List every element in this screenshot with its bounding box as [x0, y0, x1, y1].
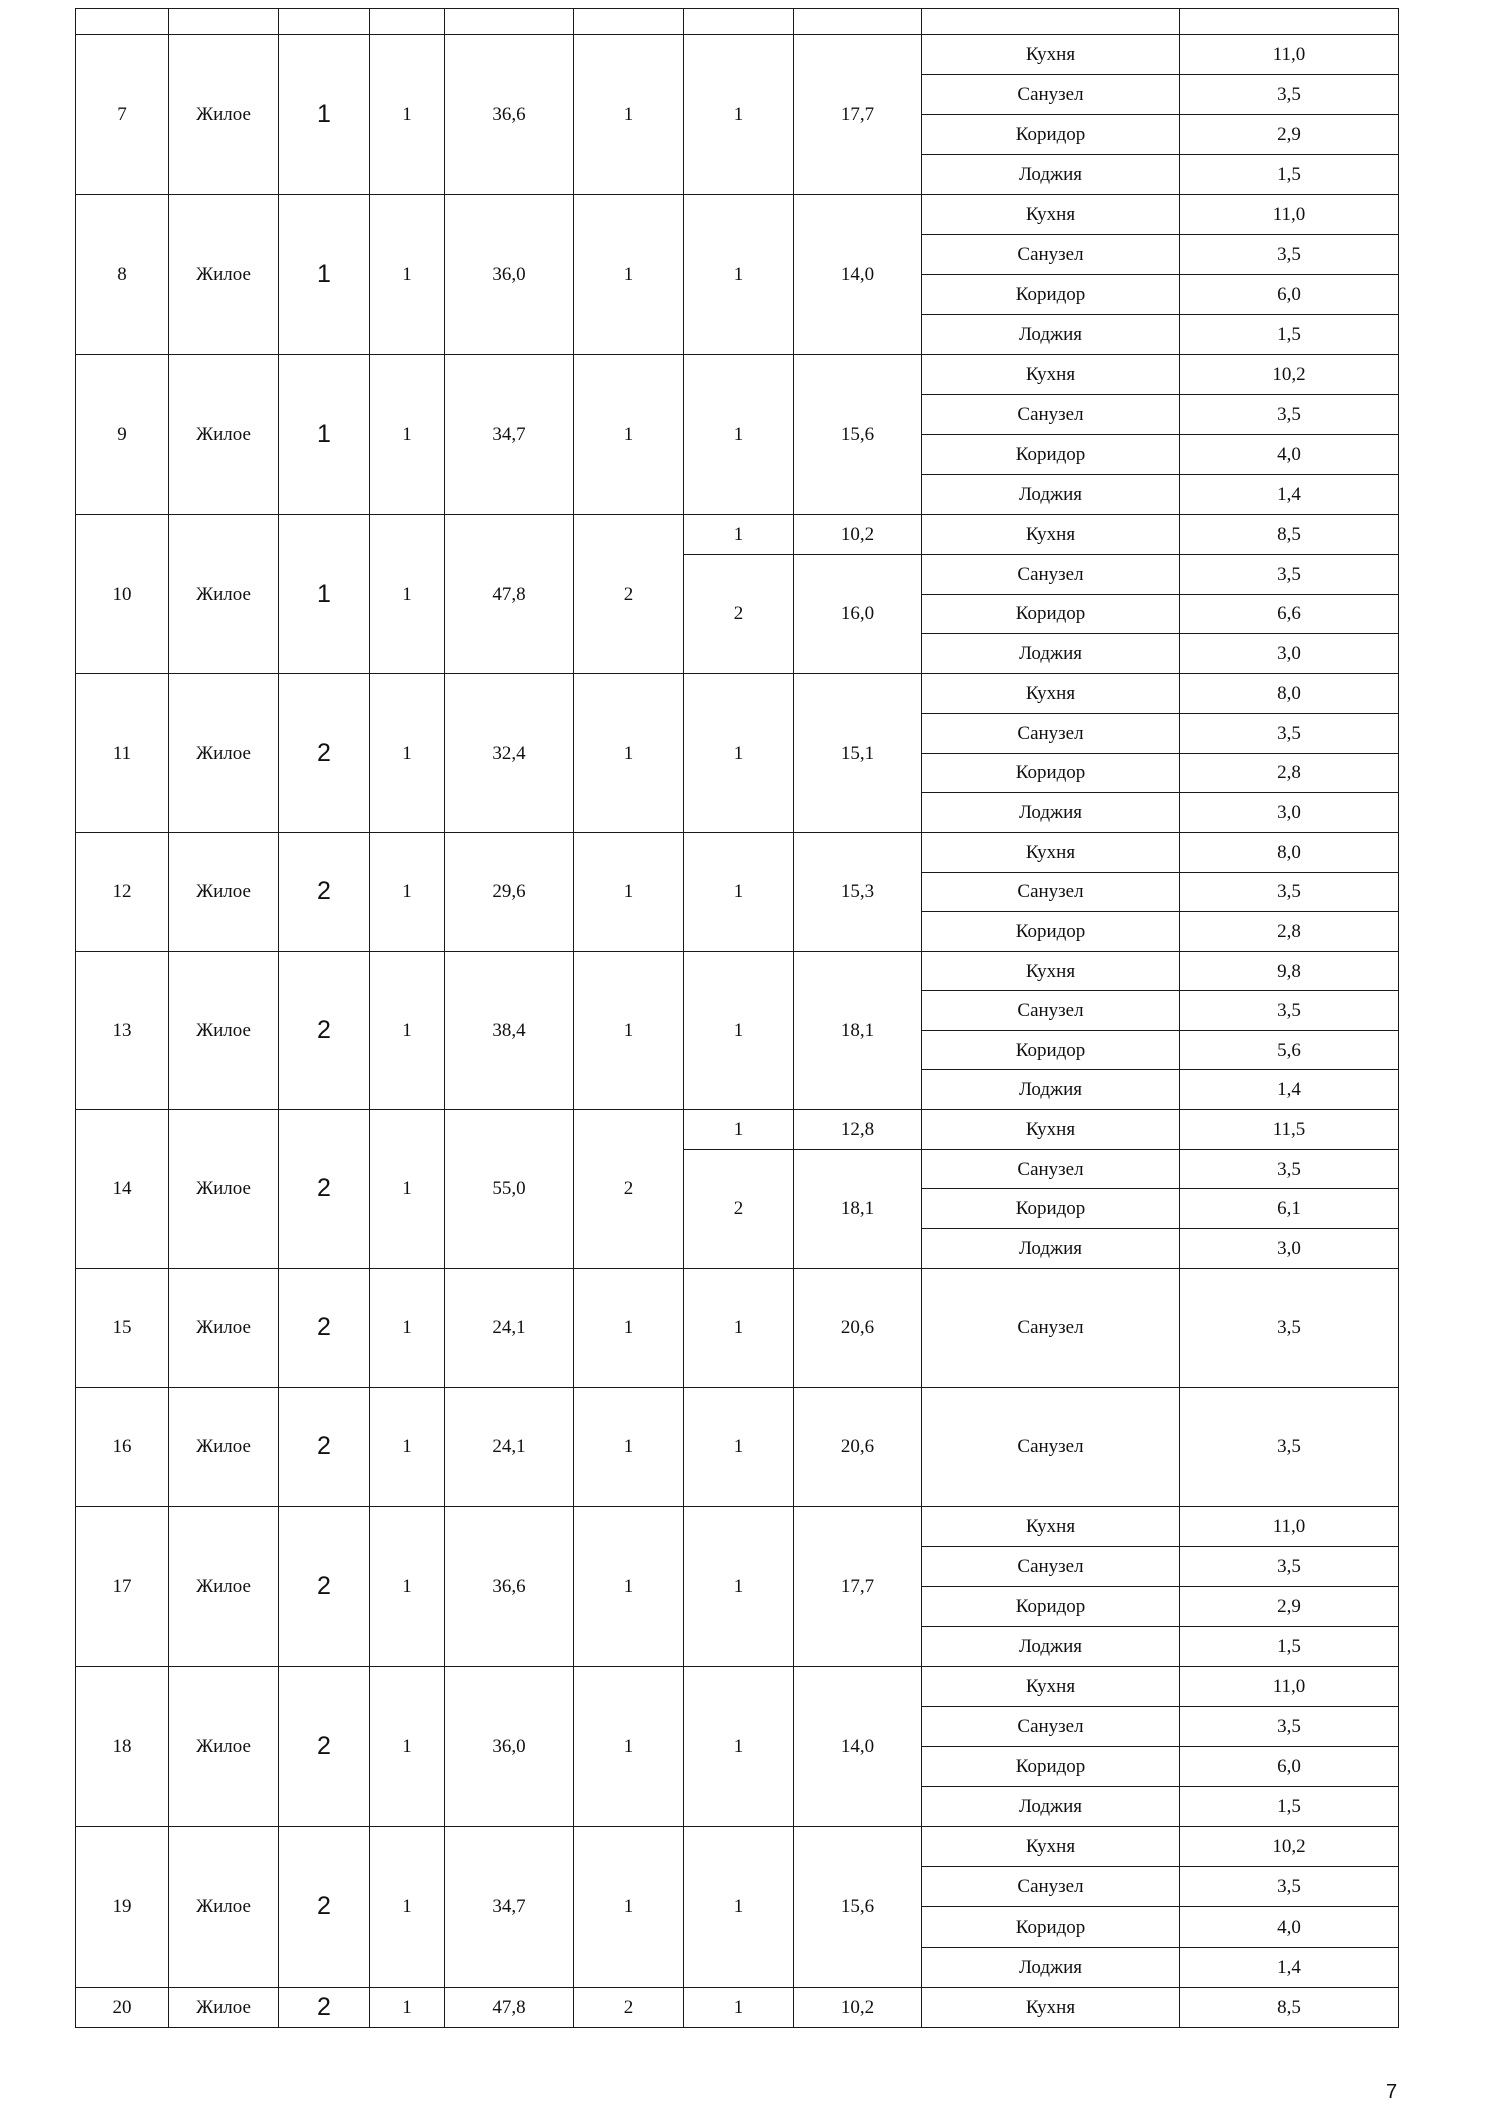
- room-number: 1: [684, 1826, 794, 1987]
- aux-room-area: 3,0: [1180, 1229, 1399, 1269]
- floor-number: 1: [279, 35, 370, 195]
- room-number: 1: [684, 195, 794, 355]
- rooms-count: 1: [574, 674, 684, 833]
- page-number: 7: [1386, 2081, 1398, 2103]
- room-area: 15,6: [794, 355, 922, 515]
- apartment-number: 16: [76, 1387, 169, 1506]
- aux-room-area: 10,2: [1180, 1826, 1399, 1866]
- aux-room-area: 4,0: [1180, 435, 1399, 475]
- room-area: 15,3: [794, 833, 922, 952]
- aux-room-name: Лоджия: [922, 793, 1180, 833]
- total-area: 38,4: [445, 951, 574, 1109]
- aux-room-name: Кухня: [922, 951, 1180, 991]
- aux-room-name: Коридор: [922, 1030, 1180, 1070]
- room-area: 17,7: [794, 35, 922, 195]
- column-4-value: 1: [370, 355, 445, 515]
- aux-room-name: Санузел: [922, 872, 1180, 912]
- aux-room-name: Кухня: [922, 833, 1180, 873]
- table-row: [76, 1506, 1399, 1546]
- total-area: 32,4: [445, 674, 574, 833]
- aux-room-name: Лоджия: [922, 1626, 1180, 1666]
- aux-room-name: Кухня: [922, 1987, 1180, 2027]
- total-area: 29,6: [445, 833, 574, 952]
- aux-room-name: Лоджия: [922, 315, 1180, 355]
- aux-room-name: Санузел: [922, 1706, 1180, 1746]
- aux-room-name: Коридор: [922, 275, 1180, 315]
- apartment-number: 13: [76, 951, 169, 1109]
- aux-room-area: 11,0: [1180, 1506, 1399, 1546]
- aux-room-area: 8,0: [1180, 833, 1399, 873]
- aux-room-area: 3,5: [1180, 235, 1399, 275]
- aux-room-name: Кухня: [922, 1666, 1180, 1706]
- apartment-type: Жилое: [169, 1987, 279, 2027]
- aux-room-area: 3,5: [1180, 1706, 1399, 1746]
- aux-room-name: Санузел: [922, 713, 1180, 753]
- room-area: 20,6: [794, 1387, 922, 1506]
- floor-number: 1: [279, 195, 370, 355]
- aux-room-name: Коридор: [922, 912, 1180, 952]
- aux-room-name: Кухня: [922, 1506, 1180, 1546]
- room-number: 1: [684, 674, 794, 833]
- apartment-number: 17: [76, 1506, 169, 1666]
- apartment-type: Жилое: [169, 35, 279, 195]
- floor-number: 2: [279, 833, 370, 952]
- room-number: 1: [684, 1666, 794, 1826]
- total-area: 36,6: [445, 35, 574, 195]
- floor-number: 2: [279, 1268, 370, 1387]
- aux-room-name: Коридор: [922, 1586, 1180, 1626]
- room-number: 1: [684, 951, 794, 1109]
- aux-room-area: 1,5: [1180, 155, 1399, 195]
- apartment-type: Жилое: [169, 1506, 279, 1666]
- aux-room-area: 6,0: [1180, 275, 1399, 315]
- rooms-count: 1: [574, 355, 684, 515]
- floor-number: 2: [279, 1987, 370, 2027]
- room-area: 12,8: [794, 1109, 922, 1149]
- table-row: [76, 1987, 1399, 2027]
- column-4-value: 1: [370, 35, 445, 195]
- room-number: 1: [684, 1387, 794, 1506]
- aux-room-area: 3,5: [1180, 1867, 1399, 1907]
- apartment-number: 12: [76, 833, 169, 952]
- apartment-type: Жилое: [169, 1268, 279, 1387]
- aux-room-area: 2,9: [1180, 115, 1399, 155]
- room-area: 14,0: [794, 195, 922, 355]
- aux-room-area: 2,9: [1180, 1586, 1399, 1626]
- aux-room-name: Коридор: [922, 1189, 1180, 1229]
- apartment-type: Жилое: [169, 951, 279, 1109]
- room-area: 18,1: [794, 951, 922, 1109]
- table-row: [76, 35, 1399, 75]
- aux-room-area: 8,5: [1180, 515, 1399, 555]
- rooms-count: 2: [574, 515, 684, 674]
- aux-room-area: 3,5: [1180, 1387, 1399, 1506]
- rooms-count: 2: [574, 1987, 684, 2027]
- aux-room-area: 3,5: [1180, 75, 1399, 115]
- floor-number: 2: [279, 674, 370, 833]
- aux-room-name: Санузел: [922, 395, 1180, 435]
- aux-room-name: Коридор: [922, 1907, 1180, 1947]
- room-number: 1: [684, 355, 794, 515]
- rooms-count: 1: [574, 951, 684, 1109]
- table-row: [76, 1268, 1399, 1387]
- apartment-number: 9: [76, 355, 169, 515]
- aux-room-area: 1,4: [1180, 475, 1399, 515]
- table-row: [76, 674, 1399, 714]
- apartment-number: 20: [76, 1987, 169, 2027]
- room-number: 1: [684, 35, 794, 195]
- apartment-number: 10: [76, 515, 169, 674]
- room-area: 18,1: [794, 1149, 922, 1268]
- column-4-value: 1: [370, 833, 445, 952]
- total-area: 36,6: [445, 1506, 574, 1666]
- apartment-type: Жилое: [169, 833, 279, 952]
- column-4-value: 1: [370, 195, 445, 355]
- floor-number: 2: [279, 1109, 370, 1268]
- table-row: [76, 355, 1399, 395]
- aux-room-area: 6,1: [1180, 1189, 1399, 1229]
- aux-room-area: 3,5: [1180, 872, 1399, 912]
- room-area: 10,2: [794, 515, 922, 555]
- aux-room-name: Кухня: [922, 515, 1180, 555]
- apartment-type: Жилое: [169, 1109, 279, 1268]
- floor-number: 2: [279, 1826, 370, 1987]
- aux-room-name: Санузел: [922, 235, 1180, 275]
- aux-room-area: 11,0: [1180, 35, 1399, 75]
- aux-room-name: Санузел: [922, 1867, 1180, 1907]
- aux-room-name: Кухня: [922, 195, 1180, 235]
- room-number: 2: [684, 1149, 794, 1268]
- floor-number: 1: [279, 515, 370, 674]
- rooms-count: 1: [574, 1387, 684, 1506]
- aux-room-name: Санузел: [922, 554, 1180, 594]
- column-4-value: 1: [370, 1109, 445, 1268]
- aux-room-area: 1,4: [1180, 1070, 1399, 1110]
- total-area: 34,7: [445, 1826, 574, 1987]
- apartment-type: Жилое: [169, 1666, 279, 1826]
- floor-number: 2: [279, 1506, 370, 1666]
- aux-room-area: 11,0: [1180, 195, 1399, 235]
- aux-room-area: 3,5: [1180, 1149, 1399, 1189]
- aux-room-area: 2,8: [1180, 912, 1399, 952]
- aux-room-name: Кухня: [922, 1109, 1180, 1149]
- column-4-value: 1: [370, 1387, 445, 1506]
- rooms-count: 1: [574, 833, 684, 952]
- column-4-value: 1: [370, 951, 445, 1109]
- aux-room-name: Лоджия: [922, 155, 1180, 195]
- aux-room-area: 11,0: [1180, 1666, 1399, 1706]
- aux-room-name: Лоджия: [922, 1229, 1180, 1269]
- table-row: [76, 195, 1399, 235]
- total-area: 47,8: [445, 1987, 574, 2027]
- aux-room-area: 3,0: [1180, 634, 1399, 674]
- apartment-number: 19: [76, 1826, 169, 1987]
- aux-room-name: Санузел: [922, 1387, 1180, 1506]
- rooms-count: 1: [574, 195, 684, 355]
- floor-number: 2: [279, 1387, 370, 1506]
- aux-room-area: 3,5: [1180, 395, 1399, 435]
- aux-room-area: 8,5: [1180, 1987, 1399, 2027]
- total-area: 34,7: [445, 355, 574, 515]
- room-number: 1: [684, 1987, 794, 2027]
- aux-room-area: 11,5: [1180, 1109, 1399, 1149]
- total-area: 55,0: [445, 1109, 574, 1268]
- column-4-value: 1: [370, 1826, 445, 1987]
- room-number: 2: [684, 554, 794, 673]
- apartment-number: 11: [76, 674, 169, 833]
- aux-room-name: Коридор: [922, 1746, 1180, 1786]
- room-area: 17,7: [794, 1506, 922, 1666]
- room-area: 15,1: [794, 674, 922, 833]
- aux-room-area: 3,5: [1180, 1546, 1399, 1586]
- room-number: 1: [684, 515, 794, 555]
- aux-room-name: Лоджия: [922, 1070, 1180, 1110]
- apartment-type: Жилое: [169, 1387, 279, 1506]
- aux-room-name: Санузел: [922, 1546, 1180, 1586]
- table-row: [76, 1826, 1399, 1866]
- aux-room-area: 1,5: [1180, 1626, 1399, 1666]
- column-4-value: 1: [370, 1506, 445, 1666]
- table-row: [76, 1387, 1399, 1506]
- apartment-type: Жилое: [169, 515, 279, 674]
- aux-room-name: Лоджия: [922, 634, 1180, 674]
- table-top-strip: [76, 9, 1399, 35]
- room-area: 14,0: [794, 1666, 922, 1826]
- rooms-count: 1: [574, 1268, 684, 1387]
- apartment-type: Жилое: [169, 674, 279, 833]
- aux-room-name: Лоджия: [922, 1947, 1180, 1987]
- aux-room-name: Кухня: [922, 674, 1180, 714]
- total-area: 47,8: [445, 515, 574, 674]
- room-area: 10,2: [794, 1987, 922, 2027]
- aux-room-name: Коридор: [922, 594, 1180, 634]
- aux-room-area: 1,5: [1180, 1786, 1399, 1826]
- table-row: [76, 951, 1399, 991]
- room-area: 20,6: [794, 1268, 922, 1387]
- apartment-type: Жилое: [169, 195, 279, 355]
- rooms-count: 2: [574, 1109, 684, 1268]
- apartment-type: Жилое: [169, 355, 279, 515]
- apartment-number: 15: [76, 1268, 169, 1387]
- aux-room-area: 3,5: [1180, 991, 1399, 1031]
- aux-room-area: 6,0: [1180, 1746, 1399, 1786]
- column-4-value: 1: [370, 1268, 445, 1387]
- rooms-count: 1: [574, 1826, 684, 1987]
- aux-room-name: Санузел: [922, 1149, 1180, 1189]
- aux-room-area: 10,2: [1180, 355, 1399, 395]
- rooms-count: 1: [574, 1666, 684, 1826]
- column-4-value: 1: [370, 515, 445, 674]
- room-number: 1: [684, 833, 794, 952]
- apartment-number: 8: [76, 195, 169, 355]
- aux-room-area: 3,5: [1180, 1268, 1399, 1387]
- aux-room-name: Лоджия: [922, 475, 1180, 515]
- apartment-number: 14: [76, 1109, 169, 1268]
- apartments-table: [75, 8, 1399, 2028]
- total-area: 36,0: [445, 1666, 574, 1826]
- floor-number: 2: [279, 1666, 370, 1826]
- aux-room-area: 8,0: [1180, 674, 1399, 714]
- column-4-value: 1: [370, 674, 445, 833]
- floor-number: 2: [279, 951, 370, 1109]
- aux-room-name: Кухня: [922, 35, 1180, 75]
- aux-room-area: 2,8: [1180, 753, 1399, 793]
- aux-room-area: 3,0: [1180, 793, 1399, 833]
- aux-room-area: 1,5: [1180, 315, 1399, 355]
- rooms-count: 1: [574, 35, 684, 195]
- total-area: 24,1: [445, 1387, 574, 1506]
- aux-room-name: Лоджия: [922, 1786, 1180, 1826]
- aux-room-name: Санузел: [922, 75, 1180, 115]
- rooms-count: 1: [574, 1506, 684, 1666]
- apartment-type: Жилое: [169, 1826, 279, 1987]
- room-number: 1: [684, 1109, 794, 1149]
- apartment-number: 7: [76, 35, 169, 195]
- table-row: [76, 515, 1399, 555]
- room-area: 16,0: [794, 554, 922, 673]
- total-area: 36,0: [445, 195, 574, 355]
- room-area: 15,6: [794, 1826, 922, 1987]
- room-number: 1: [684, 1268, 794, 1387]
- table-row: [76, 1109, 1399, 1149]
- aux-room-name: Коридор: [922, 753, 1180, 793]
- apartment-number: 18: [76, 1666, 169, 1826]
- aux-room-name: Кухня: [922, 1826, 1180, 1866]
- column-4-value: 1: [370, 1987, 445, 2027]
- aux-room-name: Санузел: [922, 991, 1180, 1031]
- table-row: [76, 1666, 1399, 1706]
- aux-room-area: 4,0: [1180, 1907, 1399, 1947]
- aux-room-name: Кухня: [922, 355, 1180, 395]
- column-4-value: 1: [370, 1666, 445, 1826]
- aux-room-area: 1,4: [1180, 1947, 1399, 1987]
- aux-room-name: Коридор: [922, 435, 1180, 475]
- aux-room-name: Коридор: [922, 115, 1180, 155]
- room-number: 1: [684, 1506, 794, 1666]
- total-area: 24,1: [445, 1268, 574, 1387]
- aux-room-name: Санузел: [922, 1268, 1180, 1387]
- aux-room-area: 3,5: [1180, 554, 1399, 594]
- aux-room-area: 5,6: [1180, 1030, 1399, 1070]
- floor-number: 1: [279, 355, 370, 515]
- aux-room-area: 9,8: [1180, 951, 1399, 991]
- aux-room-area: 6,6: [1180, 594, 1399, 634]
- aux-room-area: 3,5: [1180, 713, 1399, 753]
- table-row: [76, 833, 1399, 873]
